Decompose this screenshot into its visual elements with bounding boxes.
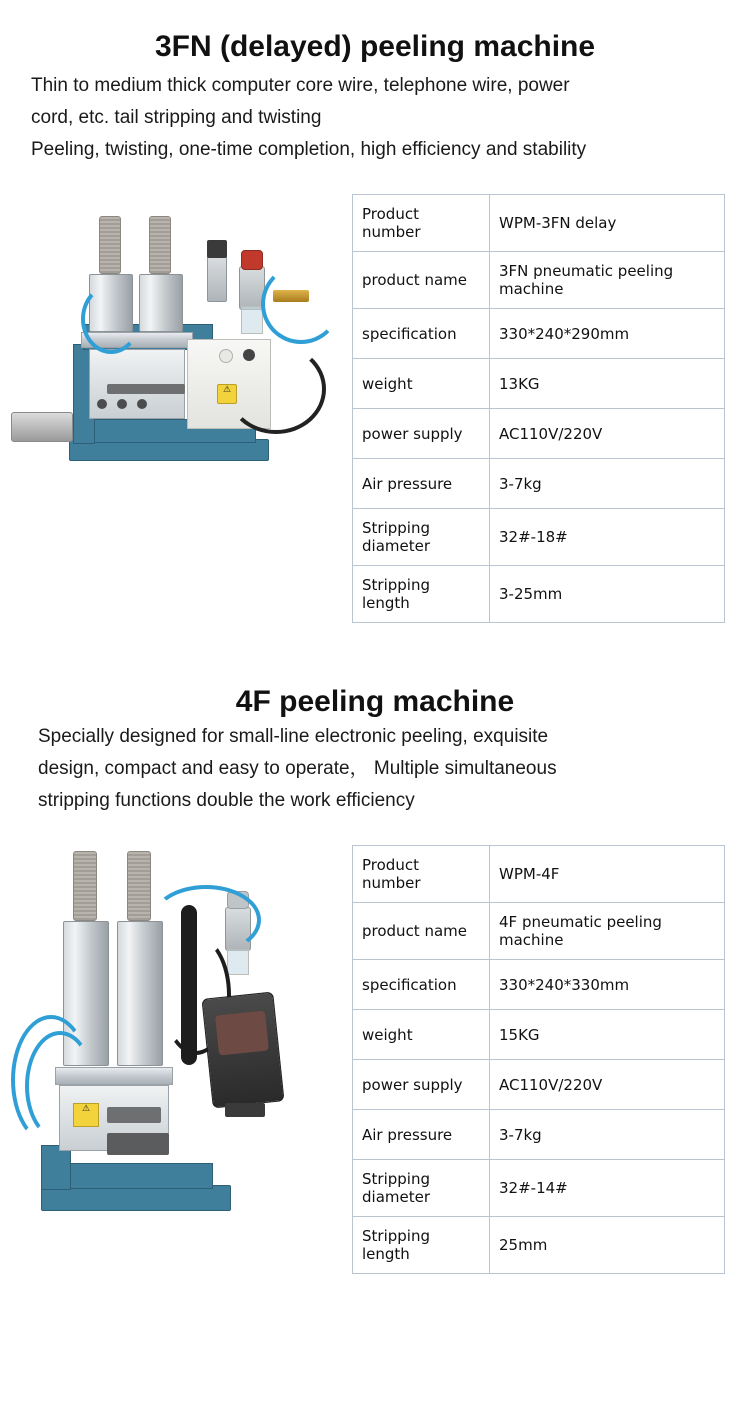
spec-table-wrap-3fn	[352, 194, 750, 623]
spec-value: 32#-14#	[490, 1160, 725, 1217]
spec-value: 3-7kg	[490, 459, 725, 509]
description-line: design, compact and easy to operate， Multiple simultaneous	[38, 758, 557, 779]
spec-key: Air pressure	[353, 459, 490, 509]
table-row	[353, 309, 725, 359]
table-row	[353, 903, 725, 960]
spec-key: power supply	[353, 1060, 490, 1110]
spec-key: Stripping diameter	[353, 1160, 490, 1217]
table-row	[353, 1060, 725, 1110]
spec-key: weight	[353, 359, 490, 409]
product-description	[0, 70, 750, 166]
spec-key: product name	[353, 903, 490, 960]
spec-value: AC110V/220V	[490, 409, 725, 459]
spec-key: Air pressure	[353, 1110, 490, 1160]
spec-key: specification	[353, 960, 490, 1010]
spec-key: product name	[353, 252, 490, 309]
spec-key: power supply	[353, 409, 490, 459]
table-row	[353, 1110, 725, 1160]
table-row	[353, 846, 725, 903]
table-row	[353, 509, 725, 566]
spec-value: 13KG	[490, 359, 725, 409]
spec-value: 25mm	[490, 1217, 725, 1274]
spec-value: 3-25mm	[490, 566, 725, 623]
product-section-4f	[0, 667, 750, 1274]
table-row	[353, 195, 725, 252]
spec-table-4f	[352, 845, 725, 1274]
spec-key: weight	[353, 1010, 490, 1060]
spec-key: Stripping length	[353, 566, 490, 623]
spec-value: 330*240*330mm	[490, 960, 725, 1010]
spec-key: Product number	[353, 195, 490, 252]
table-row	[353, 1010, 725, 1060]
spec-value: 15KG	[490, 1010, 725, 1060]
spec-value: WPM-4F	[490, 846, 725, 903]
spec-key: Stripping length	[353, 1217, 490, 1274]
spec-value: 32#-18#	[490, 509, 725, 566]
description-line: Thin to medium thick computer core wire, telephone wire, power	[31, 75, 570, 96]
spec-key: specification	[353, 309, 490, 359]
table-row	[353, 252, 725, 309]
spec-value: 330*240*290mm	[490, 309, 725, 359]
table-row	[353, 1160, 725, 1217]
table-row	[353, 359, 725, 409]
spec-key: Product number	[353, 846, 490, 903]
page-title: 3FN (delayed) peeling machine	[154, 30, 596, 63]
product-section-3fn	[0, 0, 750, 623]
table-row	[353, 459, 725, 509]
spec-value: 4F pneumatic peeling machine	[490, 903, 725, 960]
spec-value: 3-7kg	[490, 1110, 725, 1160]
table-row	[353, 960, 725, 1010]
spec-table-wrap-4f	[352, 845, 750, 1274]
description-line: Specially designed for small-line electronic peeling, exquisite	[38, 726, 549, 747]
product-image-3fn: ⚠	[0, 194, 352, 524]
spec-value: AC110V/220V	[490, 1060, 725, 1110]
product-image-4f: ⚠	[0, 845, 352, 1245]
page-title: 4F peeling machine	[235, 685, 515, 718]
spec-value: 3FN pneumatic peeling machine	[490, 252, 725, 309]
table-row	[353, 1217, 725, 1274]
table-row	[353, 566, 725, 623]
description-line: stripping functions double the work efficiency	[38, 790, 415, 811]
description-line: cord, etc. tail stripping and twisting	[31, 107, 322, 128]
spec-key: Stripping diameter	[353, 509, 490, 566]
spec-table-3fn	[352, 194, 725, 623]
description-line: Peeling, twisting, one-time completion, high efficiency and stability	[31, 139, 587, 160]
product-description	[0, 721, 750, 817]
table-row	[353, 409, 725, 459]
spec-value: WPM-3FN delay	[490, 195, 725, 252]
